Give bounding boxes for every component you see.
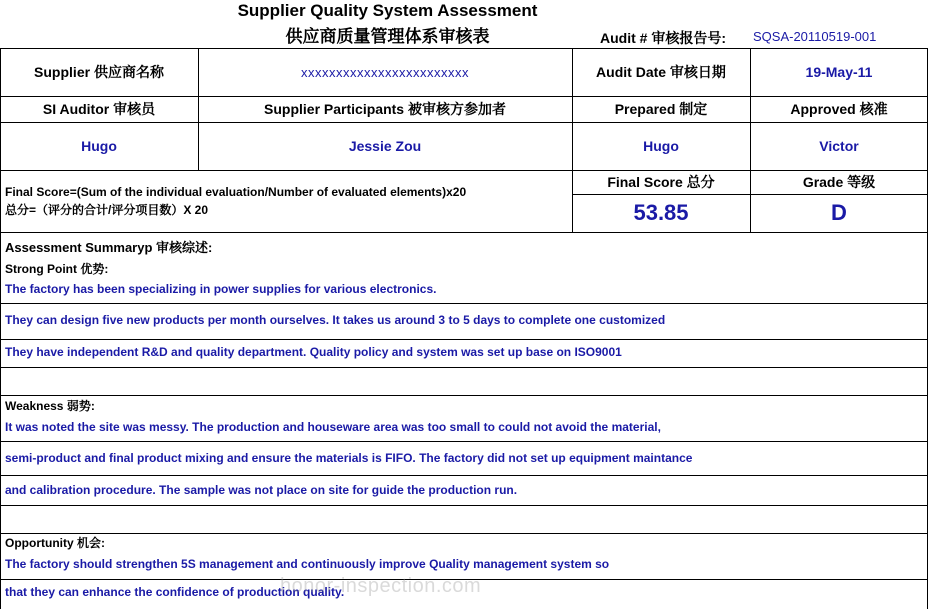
audit-date-value: 19-May-11 [805, 64, 873, 80]
grade-value: D [831, 200, 847, 225]
weakness-heading: Weakness 弱势: [5, 399, 95, 413]
form-title-chinese: 供应商质量管理体系审核表 [285, 27, 490, 46]
weakness-line: semi-product and final product mixing and ensure the materials is FIFO. The factory did not set up equipment maintance [5, 451, 693, 465]
grid-line [0, 475, 928, 476]
score-formula [5, 183, 466, 219]
grade-label: Grade 等级 [802, 174, 876, 190]
weakness-line: It was noted the site was messy. The production and houseware area was too small to could not avoid the material, [5, 420, 661, 434]
grid-line [0, 232, 928, 233]
assessment-summary-heading: Assessment Summaryp 审核综述: [5, 240, 213, 255]
approved-value: Victor [819, 138, 859, 154]
score-formula-english: Final Score=(Sum of the individual evaluation/Number of evaluated elements)x20 [5, 185, 467, 199]
grid-line [0, 533, 928, 534]
participants-label: Supplier Participants 被审核方参加者 [264, 101, 506, 117]
auditor-label: SI Auditor 审核员 [42, 101, 156, 117]
supplier-name-value: xxxxxxxxxxxxxxxxxxxxxxxx [301, 64, 469, 80]
participants-value: Jessie Zou [348, 138, 422, 154]
form-title: Supplier Quality System Assessment [237, 1, 538, 20]
strong-point-line: The factory has been specializing in power supplies for various electronics. [5, 282, 437, 296]
strong-point-line: They can design five new products per month ourselves. It takes us around 3 to 5 days to complete one customized [5, 313, 666, 327]
grid-line [0, 505, 928, 506]
final-score-label: Final Score 总分 [607, 174, 715, 190]
prepared-label: Prepared 制定 [614, 101, 708, 117]
strong-point-heading: Strong Point 优势: [5, 262, 109, 276]
weakness-line: and calibration procedure. The sample was not place on site for guide the production run. [5, 483, 518, 497]
grid-line [0, 303, 928, 304]
audit-number-label: Audit # 审核报告号: [600, 30, 726, 46]
grid-line [0, 395, 928, 396]
opportunity-line: that they can enhance the confidence of production quality. [5, 585, 345, 599]
opportunity-line: The factory should strengthen 5S management and continuously improve Quality management system so [5, 557, 610, 571]
approved-label: Approved 核准 [790, 101, 888, 117]
audit-date-label: Audit Date 审核日期 [596, 64, 726, 80]
auditor-value: Hugo [81, 138, 117, 154]
grid-line [0, 339, 928, 340]
watermark: honor-inspection.com [280, 575, 482, 597]
prepared-value: Hugo [643, 138, 679, 154]
grid-line [0, 441, 928, 442]
strong-point-line: They have independent R&D and quality department. Quality policy and system was set up base on ISO9001 [5, 345, 622, 359]
audit-number-value: SQSA-20110519-001 [753, 29, 877, 44]
grid-line [0, 367, 928, 368]
supplier-label: Supplier 供应商名称 [34, 64, 164, 80]
final-score-value: 53.85 [633, 200, 689, 225]
score-formula-chinese: 总分=（评分的合计/评分项目数）X 20 [5, 203, 209, 217]
opportunity-heading: Opportunity 机会: [5, 536, 105, 550]
